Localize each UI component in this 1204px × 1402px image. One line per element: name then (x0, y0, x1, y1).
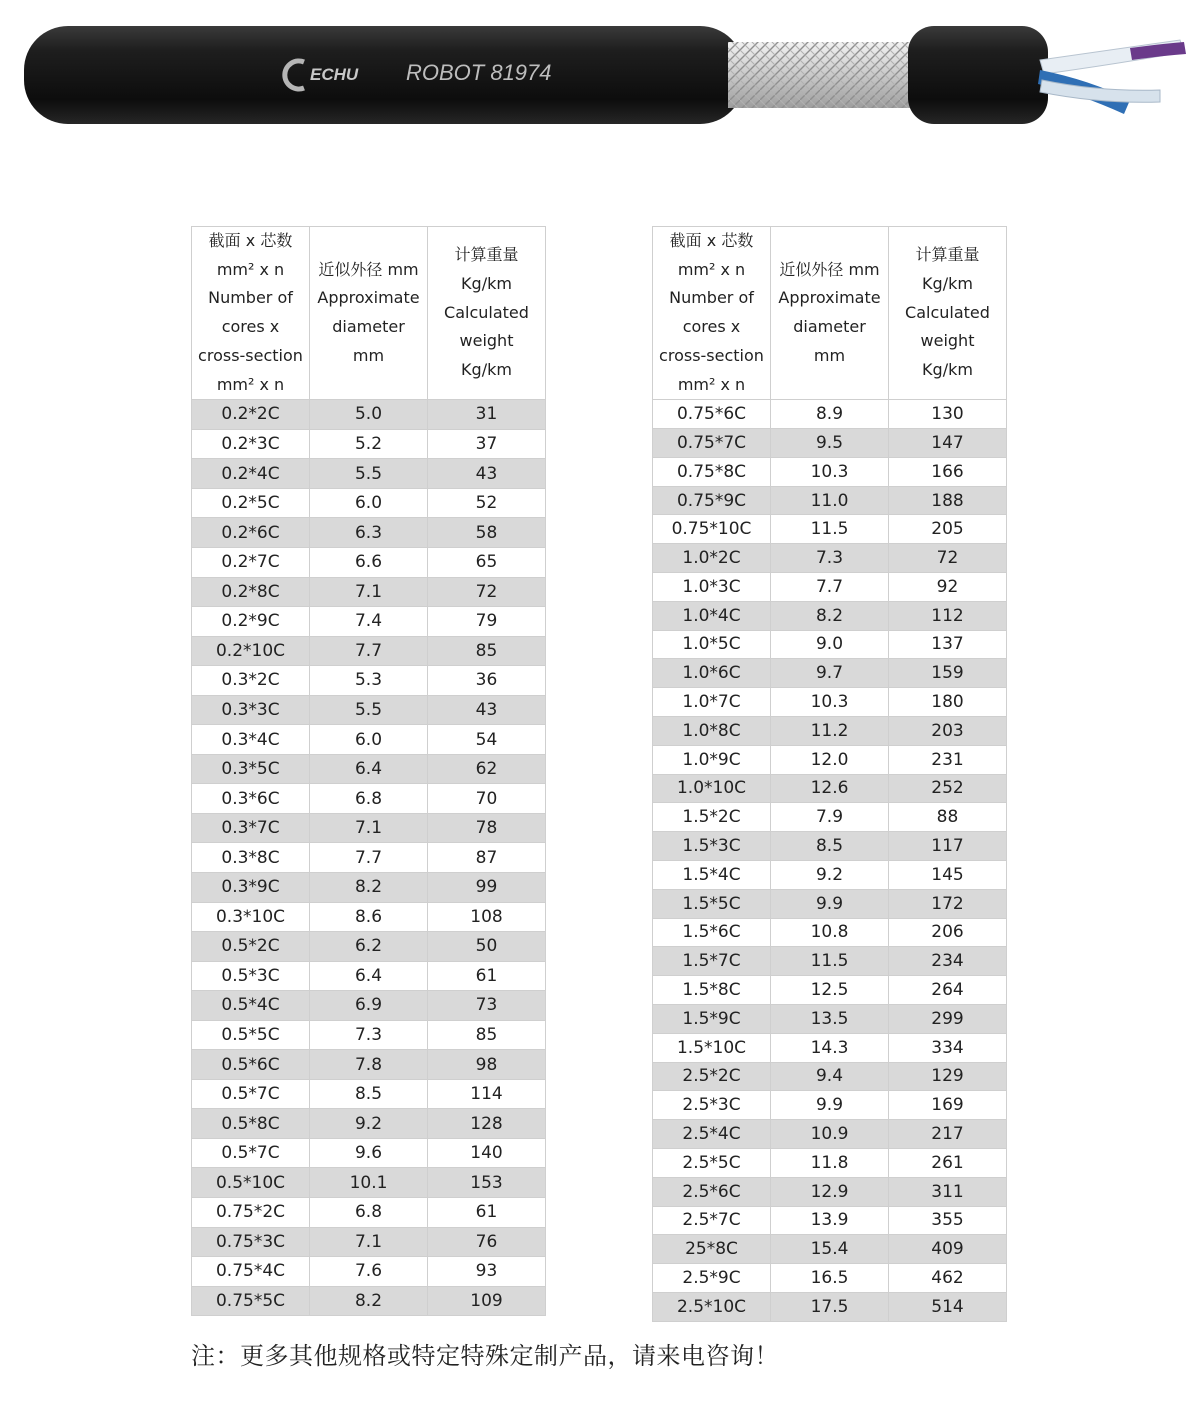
table-row (653, 659, 1007, 688)
cell-weight: 78 (428, 813, 546, 843)
table-row (653, 976, 1007, 1005)
cell-diameter: 7.6 (310, 1257, 428, 1287)
header-weight: 计算重量 Kg/km Calculated weight Kg/km (428, 227, 546, 400)
cell-cross-section: 2.5*4C (653, 1120, 771, 1149)
cell-diameter: 8.2 (310, 1286, 428, 1316)
cell-cross-section: 1.5*10C (653, 1033, 771, 1062)
table-row (192, 843, 546, 873)
cell-cross-section: 1.0*10C (653, 774, 771, 803)
cell-weight: 234 (889, 947, 1007, 976)
table-row (192, 1197, 546, 1227)
cell-diameter: 7.3 (310, 1020, 428, 1050)
cell-diameter: 6.4 (310, 961, 428, 991)
cell-diameter: 7.3 (771, 544, 889, 573)
cell-cross-section: 0.2*9C (192, 607, 310, 637)
table-row (653, 486, 1007, 515)
cell-weight: 72 (889, 544, 1007, 573)
cell-cross-section: 0.75*9C (653, 486, 771, 515)
table-row (192, 607, 546, 637)
table-row (653, 1091, 1007, 1120)
table-body-right (653, 400, 1007, 1322)
cell-cross-section: 0.3*10C (192, 902, 310, 932)
cell-diameter: 8.5 (771, 832, 889, 861)
cell-weight: 61 (428, 1197, 546, 1227)
cell-weight: 92 (889, 573, 1007, 602)
cell-weight: 180 (889, 688, 1007, 717)
cell-diameter: 16.5 (771, 1264, 889, 1293)
cell-diameter: 9.7 (771, 659, 889, 688)
cell-diameter: 6.6 (310, 547, 428, 577)
cell-weight: 43 (428, 459, 546, 489)
table-row (653, 457, 1007, 486)
cell-weight: 130 (889, 400, 1007, 429)
cell-cross-section: 0.75*4C (192, 1257, 310, 1287)
cell-diameter: 8.9 (771, 400, 889, 429)
cell-diameter: 9.9 (771, 1091, 889, 1120)
cell-cross-section: 0.3*3C (192, 695, 310, 725)
cell-cross-section: 0.75*6C (653, 400, 771, 429)
cell-diameter: 5.3 (310, 666, 428, 696)
cell-diameter: 7.1 (310, 813, 428, 843)
cell-weight: 70 (428, 784, 546, 814)
cell-weight: 93 (428, 1257, 546, 1287)
cell-diameter: 6.8 (310, 1197, 428, 1227)
cell-cross-section: 1.5*4C (653, 860, 771, 889)
cell-weight: 88 (889, 803, 1007, 832)
cell-cross-section: 0.3*2C (192, 666, 310, 696)
cell-diameter: 8.2 (771, 601, 889, 630)
cell-cross-section: 0.75*10C (653, 515, 771, 544)
table-row (192, 429, 546, 459)
cell-diameter: 8.2 (310, 872, 428, 902)
cell-cross-section: 2.5*5C (653, 1148, 771, 1177)
table-row (653, 745, 1007, 774)
table-row (653, 918, 1007, 947)
cell-diameter: 11.8 (771, 1148, 889, 1177)
table-row (653, 832, 1007, 861)
header-diameter: 近似外径 mm Approximate diameter mm (771, 227, 889, 400)
spec-table-right (652, 226, 1007, 1322)
cell-weight: 62 (428, 754, 546, 784)
table-row (192, 1138, 546, 1168)
cell-diameter: 9.4 (771, 1062, 889, 1091)
table-row (192, 725, 546, 755)
cell-weight: 462 (889, 1264, 1007, 1293)
cell-weight: 72 (428, 577, 546, 607)
footnote: 注：更多其他规格或特定特殊定制产品，请来电咨询！ (191, 1342, 779, 1370)
cell-diameter: 7.8 (310, 1050, 428, 1080)
cell-diameter: 12.5 (771, 976, 889, 1005)
cell-diameter: 7.4 (310, 607, 428, 637)
table-row (653, 947, 1007, 976)
cell-weight: 128 (428, 1109, 546, 1139)
cell-diameter: 15.4 (771, 1235, 889, 1264)
cell-weight: 99 (428, 872, 546, 902)
table-row (653, 429, 1007, 458)
cell-diameter: 7.7 (310, 843, 428, 873)
cell-diameter: 9.6 (310, 1138, 428, 1168)
cell-weight: 58 (428, 518, 546, 548)
cell-diameter: 7.1 (310, 577, 428, 607)
svg-text:ECHU: ECHU (310, 65, 359, 84)
table-row (653, 573, 1007, 602)
cell-weight: 54 (428, 725, 546, 755)
cell-cross-section: 0.75*5C (192, 1286, 310, 1316)
cell-diameter: 10.3 (771, 457, 889, 486)
cell-weight: 61 (428, 961, 546, 991)
cell-weight: 166 (889, 457, 1007, 486)
table-row (653, 716, 1007, 745)
table-row (192, 991, 546, 1021)
cell-weight: 311 (889, 1177, 1007, 1206)
spec-table-left (191, 226, 546, 1316)
table-row (653, 1264, 1007, 1293)
table-row (653, 889, 1007, 918)
cell-cross-section: 0.75*8C (653, 457, 771, 486)
table-row (192, 459, 546, 489)
table-row (653, 1235, 1007, 1264)
table-body-left (192, 400, 546, 1316)
cell-cross-section: 1.0*8C (653, 716, 771, 745)
cell-cross-section: 0.3*8C (192, 843, 310, 873)
table-row (192, 1020, 546, 1050)
cell-cross-section: 0.3*5C (192, 754, 310, 784)
table-row (192, 1079, 546, 1109)
table-row (653, 1148, 1007, 1177)
cell-weight: 137 (889, 630, 1007, 659)
cell-weight: 50 (428, 932, 546, 962)
cell-cross-section: 1.5*6C (653, 918, 771, 947)
cell-cross-section: 0.5*7C (192, 1138, 310, 1168)
cell-diameter: 14.3 (771, 1033, 889, 1062)
cell-cross-section: 0.3*7C (192, 813, 310, 843)
table-row (192, 547, 546, 577)
cell-diameter: 11.2 (771, 716, 889, 745)
table-row (653, 515, 1007, 544)
cell-cross-section: 0.5*10C (192, 1168, 310, 1198)
cell-cross-section: 0.5*3C (192, 961, 310, 991)
cell-cross-section: 2.5*6C (653, 1177, 771, 1206)
cell-cross-section: 1.0*9C (653, 745, 771, 774)
cell-cross-section: 0.2*3C (192, 429, 310, 459)
cell-weight: 36 (428, 666, 546, 696)
cable-inner-jacket (908, 26, 1048, 124)
cell-weight: 87 (428, 843, 546, 873)
cable-cores (1038, 40, 1186, 114)
cell-weight: 172 (889, 889, 1007, 918)
header-weight: 计算重量 Kg/km Calculated weight Kg/km (889, 227, 1007, 400)
cell-diameter: 10.8 (771, 918, 889, 947)
table-row (192, 784, 546, 814)
cell-diameter: 13.5 (771, 1004, 889, 1033)
cell-cross-section: 1.5*2C (653, 803, 771, 832)
cell-weight: 43 (428, 695, 546, 725)
table-row (192, 695, 546, 725)
cell-weight: 145 (889, 860, 1007, 889)
cell-diameter: 7.7 (771, 573, 889, 602)
cell-diameter: 5.0 (310, 400, 428, 430)
cell-diameter: 10.1 (310, 1168, 428, 1198)
cell-diameter: 8.5 (310, 1079, 428, 1109)
table-row (192, 961, 546, 991)
header-cross-section: 截面 x 芯数 mm² x n Number of cores x cross-section mm² x n (192, 227, 310, 400)
cell-weight: 37 (428, 429, 546, 459)
cell-weight: 98 (428, 1050, 546, 1080)
table-row (192, 872, 546, 902)
table-row (192, 400, 546, 430)
table-row (653, 1033, 1007, 1062)
cell-weight: 231 (889, 745, 1007, 774)
cell-diameter: 10.3 (771, 688, 889, 717)
cell-cross-section: 1.0*6C (653, 659, 771, 688)
cell-cross-section: 1.5*5C (653, 889, 771, 918)
table-row (653, 630, 1007, 659)
table-row (192, 1286, 546, 1316)
cell-diameter: 5.5 (310, 695, 428, 725)
cell-cross-section: 1.0*3C (653, 573, 771, 602)
cell-diameter: 6.8 (310, 784, 428, 814)
cell-weight: 109 (428, 1286, 546, 1316)
cell-cross-section: 0.5*2C (192, 932, 310, 962)
table-row (653, 1206, 1007, 1235)
table-row (653, 400, 1007, 429)
cell-diameter: 7.7 (310, 636, 428, 666)
header-cross-section: 截面 x 芯数 mm² x n Number of cores x cross-section mm² x n (653, 227, 771, 400)
table-row (192, 488, 546, 518)
cell-diameter: 9.2 (310, 1109, 428, 1139)
cell-cross-section: 2.5*2C (653, 1062, 771, 1091)
cell-diameter: 6.0 (310, 488, 428, 518)
table-row (653, 544, 1007, 573)
cell-cross-section: 0.5*4C (192, 991, 310, 1021)
cell-diameter: 12.9 (771, 1177, 889, 1206)
cell-cross-section: 0.5*7C (192, 1079, 310, 1109)
cell-cross-section: 0.5*5C (192, 1020, 310, 1050)
cell-cross-section: 0.2*7C (192, 547, 310, 577)
cell-diameter: 11.0 (771, 486, 889, 515)
cell-diameter: 12.0 (771, 745, 889, 774)
cell-weight: 85 (428, 1020, 546, 1050)
cell-weight: 159 (889, 659, 1007, 688)
cell-diameter: 6.3 (310, 518, 428, 548)
cell-weight: 73 (428, 991, 546, 1021)
cell-weight: 85 (428, 636, 546, 666)
table-row (653, 1292, 1007, 1321)
cell-cross-section: 1.0*4C (653, 601, 771, 630)
cell-cross-section: 0.2*2C (192, 400, 310, 430)
cell-weight: 514 (889, 1292, 1007, 1321)
table-header-row (192, 227, 546, 400)
cell-cross-section: 0.75*3C (192, 1227, 310, 1257)
table-row (192, 1050, 546, 1080)
cell-weight: 76 (428, 1227, 546, 1257)
cell-diameter: 6.4 (310, 754, 428, 784)
cell-cross-section: 1.0*5C (653, 630, 771, 659)
cable-model-text: ROBOT 81974 (406, 60, 552, 85)
table-row (653, 860, 1007, 889)
table-header-row (653, 227, 1007, 400)
cell-cross-section: 2.5*3C (653, 1091, 771, 1120)
table-row (192, 666, 546, 696)
cell-diameter: 11.5 (771, 947, 889, 976)
table-row (192, 1257, 546, 1287)
cell-cross-section: 0.75*2C (192, 1197, 310, 1227)
cell-diameter: 9.5 (771, 429, 889, 458)
cell-weight: 129 (889, 1062, 1007, 1091)
cell-diameter: 9.0 (771, 630, 889, 659)
table-row (192, 1227, 546, 1257)
table-row (192, 754, 546, 784)
cell-cross-section: 1.5*7C (653, 947, 771, 976)
table-row (653, 803, 1007, 832)
cell-cross-section: 0.75*7C (653, 429, 771, 458)
cell-cross-section: 1.5*9C (653, 1004, 771, 1033)
cell-cross-section: 0.2*8C (192, 577, 310, 607)
cell-weight: 355 (889, 1206, 1007, 1235)
cell-diameter: 9.9 (771, 889, 889, 918)
cell-weight: 79 (428, 607, 546, 637)
table-row (192, 636, 546, 666)
cell-weight: 114 (428, 1079, 546, 1109)
table-row (192, 1109, 546, 1139)
cell-weight: 188 (889, 486, 1007, 515)
cell-weight: 52 (428, 488, 546, 518)
cell-cross-section: 0.2*4C (192, 459, 310, 489)
cell-weight: 334 (889, 1033, 1007, 1062)
table-row (653, 1177, 1007, 1206)
cell-cross-section: 0.3*6C (192, 784, 310, 814)
table-row (653, 1004, 1007, 1033)
header-diameter: 近似外径 mm Approximate diameter mm (310, 227, 428, 400)
cell-weight: 117 (889, 832, 1007, 861)
table-row (653, 688, 1007, 717)
cell-diameter: 13.9 (771, 1206, 889, 1235)
cell-weight: 65 (428, 547, 546, 577)
cell-cross-section: 1.5*3C (653, 832, 771, 861)
table-row (653, 601, 1007, 630)
cell-diameter: 9.2 (771, 860, 889, 889)
cell-diameter: 7.9 (771, 803, 889, 832)
cell-weight: 31 (428, 400, 546, 430)
cell-cross-section: 0.3*9C (192, 872, 310, 902)
table-row (192, 902, 546, 932)
cell-weight: 140 (428, 1138, 546, 1168)
cell-cross-section: 1.0*2C (653, 544, 771, 573)
cell-diameter: 17.5 (771, 1292, 889, 1321)
cell-diameter: 10.9 (771, 1120, 889, 1149)
cell-diameter: 6.0 (310, 725, 428, 755)
cell-cross-section: 0.5*8C (192, 1109, 310, 1139)
cell-cross-section: 1.0*7C (653, 688, 771, 717)
cell-weight: 261 (889, 1148, 1007, 1177)
table-row (192, 1168, 546, 1198)
cell-diameter: 11.5 (771, 515, 889, 544)
cell-cross-section: 0.5*6C (192, 1050, 310, 1080)
cell-cross-section: 0.2*10C (192, 636, 310, 666)
cell-diameter: 8.6 (310, 902, 428, 932)
cell-weight: 252 (889, 774, 1007, 803)
table-row (653, 1062, 1007, 1091)
cell-weight: 169 (889, 1091, 1007, 1120)
cell-weight: 299 (889, 1004, 1007, 1033)
cable-jacket (24, 26, 744, 124)
cell-weight: 112 (889, 601, 1007, 630)
cell-cross-section: 0.2*5C (192, 488, 310, 518)
table-row (653, 1120, 1007, 1149)
cable-product-image (20, 20, 1190, 130)
cell-cross-section: 2.5*7C (653, 1206, 771, 1235)
cell-cross-section: 2.5*10C (653, 1292, 771, 1321)
table-row (192, 932, 546, 962)
cell-weight: 264 (889, 976, 1007, 1005)
cell-weight: 205 (889, 515, 1007, 544)
table-row (192, 518, 546, 548)
cell-cross-section: 1.5*8C (653, 976, 771, 1005)
cell-diameter: 5.2 (310, 429, 428, 459)
cell-cross-section: 0.2*6C (192, 518, 310, 548)
table-row (192, 577, 546, 607)
cell-diameter: 6.2 (310, 932, 428, 962)
cell-weight: 203 (889, 716, 1007, 745)
cell-cross-section: 2.5*9C (653, 1264, 771, 1293)
cell-cross-section: 25*8C (653, 1235, 771, 1264)
table-row (653, 774, 1007, 803)
table-row (192, 813, 546, 843)
cell-diameter: 5.5 (310, 459, 428, 489)
cell-weight: 147 (889, 429, 1007, 458)
cell-weight: 108 (428, 902, 546, 932)
cell-weight: 206 (889, 918, 1007, 947)
cell-diameter: 6.9 (310, 991, 428, 1021)
cell-diameter: 12.6 (771, 774, 889, 803)
cell-cross-section: 0.3*4C (192, 725, 310, 755)
cell-diameter: 7.1 (310, 1227, 428, 1257)
cell-weight: 153 (428, 1168, 546, 1198)
cell-weight: 409 (889, 1235, 1007, 1264)
cell-weight: 217 (889, 1120, 1007, 1149)
